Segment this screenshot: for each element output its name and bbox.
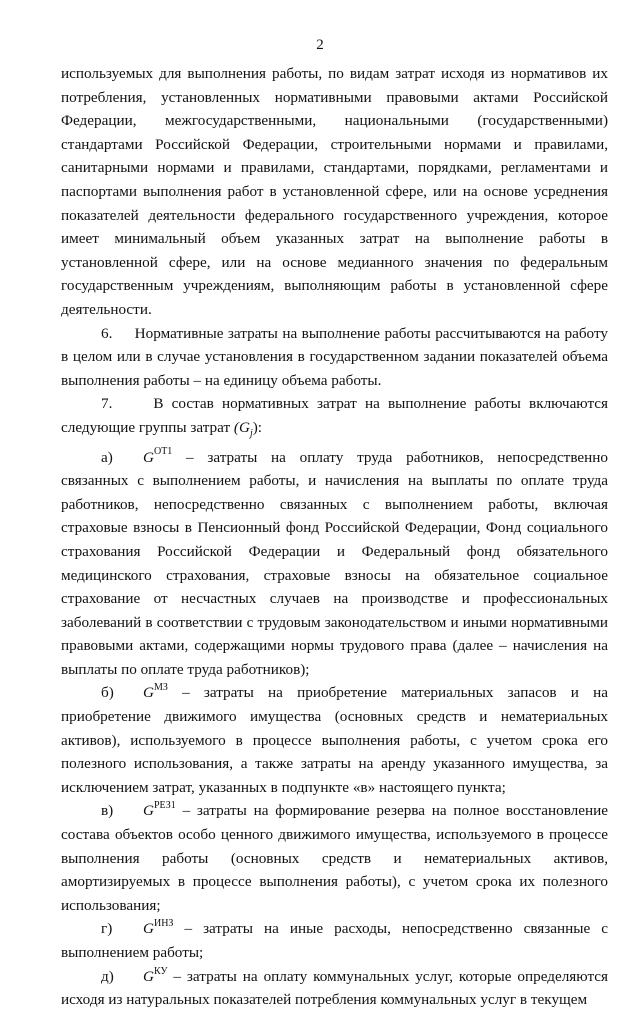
item-label: г) (101, 920, 113, 938)
paragraph-6: 6. Нормативные затраты на выполнение работы рассчитываются на работу в целом или в случае установления в государственном задании показателей объема выполнения работы – на единицу объема работы. (61, 324, 608, 389)
paragraph-7-tail: ): (252, 418, 262, 436)
list-item-a (61, 446, 608, 682)
item-label: а) (101, 448, 113, 466)
formula-symbol: $G^{ОТ1}$ (143, 446, 173, 466)
item-label: б) (101, 684, 114, 702)
item-text: – затраты на иные расходы, непосредственно связанные с выполнением работы; (61, 920, 608, 961)
formula-symbol: $G^{РЕЗ1}$ (143, 800, 176, 820)
list-item-g (61, 917, 608, 964)
paragraph-7-text: 7. В состав нормативных затрат на выполнение работы включаются следующие группы затрат (61, 395, 608, 436)
formula-symbol: ($G_j$ (233, 418, 253, 439)
paragraph-7 (61, 392, 608, 445)
item-label: в) (101, 802, 114, 820)
list-item-b (61, 681, 608, 799)
formula-symbol: $G^{МЗ}$ (143, 682, 168, 702)
item-text: – затраты на оплату коммунальных услуг, которые определяются исходя из натуральных показателей потребления коммунальных услуг в текущем (61, 967, 608, 1009)
item-text: – затраты на приобретение материальных запасов и на приобретение движимого имущества (основных средств и нематериальных активов), используемого в процессе выполнения работы, с учетом срока его полезного использования, а также затраты на аренду указанного имущества, за исключением затрат, указанных в подпункте «в» настоящего пункта; (61, 684, 608, 796)
list-item-v (61, 799, 608, 917)
formula-symbol: $G^{КУ}$ (143, 965, 168, 985)
paragraph-continued: используемых для выполнения работы, по видам затрат исходя из нормативов их потребления, установленных нормативными правовыми актами Российской Федерации, межгосударственными, национальными (государственными) стандартами Российской Федерации, строительными нормами и правилами, санитарными нормами и правилами, стандартами, порядками, регламентами и паспортами выполнения работ в установленной сфере, или на основе усреднения показателей деятельности федерального государственного учреждения, которое имеет минимальный объем указанных затрат на выполнение работы в установленной сфере, или на основе медианного значения по федеральным государственным учреждениям, выполняющим работы в установленной сфере деятельности. (61, 65, 608, 318)
document-body (61, 62, 608, 1012)
list-item-d (61, 965, 608, 1012)
page-number: 2 (316, 37, 324, 53)
item-text: – затраты на оплату труда работников, непосредственно связанных с выполнением работы, и начисления на выплаты по оплате труда работников, непосредственно связанных с выполнением работы, включая страховые взносы в Пенсионный фонд Российской Федерации, Фонд социального страхования Российской Федерации и Федеральный фонд обязательного медицинского страхования, страховые взносы на обязательное социальное страхование от несчастных случаев на производстве и профессиональных заболеваний в соответствии с трудовым законодательством и иными нормативными правовыми актами, содержащими нормы трудового права (далее – начисления на выплаты по оплате труда работников); (61, 448, 608, 678)
formula-symbol: $G^{ИНЗ}$ (143, 918, 174, 938)
item-text: – затраты на формирование резерва на полное восстановление состава объектов особо ценного движимого имущества, используемого в процессе выполнения работы (основных средств и нематериальных активов, амортизируемых в процессе выполнения работы), с учетом срока их полезного использования; (61, 802, 608, 914)
item-label: д) (101, 967, 114, 985)
